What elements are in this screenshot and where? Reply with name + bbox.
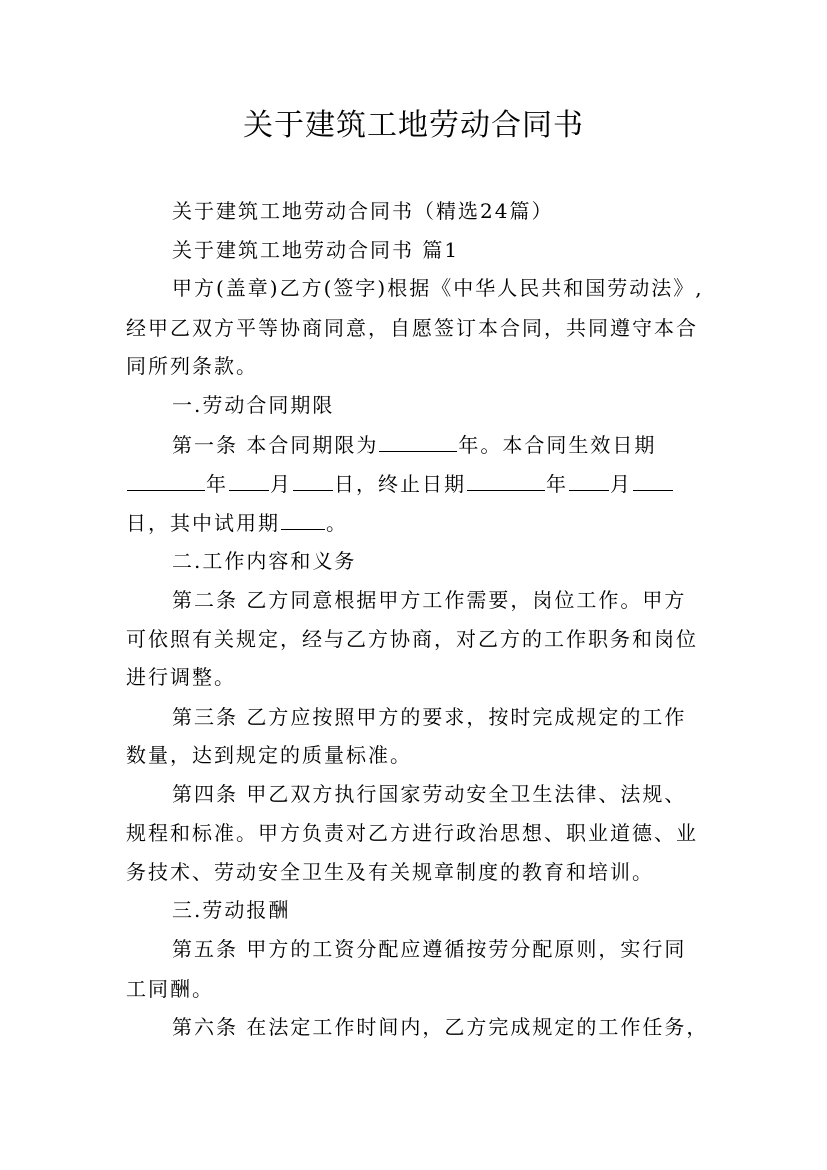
paragraph-line: 第六条 在法定工作时间内，乙方完成规定的工作任务， — [172, 1015, 709, 1039]
paragraph-line: 同所列条款。 — [126, 354, 258, 378]
section-heading: 一.劳动合同期限 — [172, 393, 335, 417]
paragraph-line: 规程和标准。甲方负责对乙方进行政治思想、职业道德、业 — [126, 821, 698, 845]
fill-blank — [569, 470, 609, 491]
text-segment: 年 — [206, 472, 228, 496]
fill-blank — [127, 470, 205, 491]
paragraph-line: 经甲乙双方平等协商同意，自愿签订本合同，共同遵守本合 — [126, 316, 698, 340]
text-segment: 年 — [546, 472, 568, 496]
paragraph-line: 数量，达到规定的质量标准。 — [126, 743, 412, 767]
text-segment: 日，终止日期 — [334, 472, 466, 496]
subtitle-line: 关于建筑工地劳动合同书（精选24篇） — [172, 199, 554, 223]
article-one-line2 — [126, 469, 674, 499]
article-one-line3 — [126, 508, 348, 538]
fill-blank — [281, 509, 325, 530]
fill-blank — [467, 470, 545, 491]
fill-blank — [633, 470, 673, 491]
paragraph-line: 第四条 甲乙双方执行国家劳动安全卫生法律、法规、 — [172, 782, 687, 806]
paragraph-line: 第三条 乙方应按照甲方的要求，按时完成规定的工作 — [172, 705, 687, 729]
document-title: 关于建筑工地劳动合同书 — [243, 108, 584, 143]
paragraph-line: 第二条 乙方同意根据甲方工作需要，岗位工作。甲方 — [172, 588, 687, 612]
text-segment: 日，其中试用期 — [126, 511, 280, 535]
section-heading: 三.劳动报酬 — [172, 898, 291, 922]
text-segment: 月 — [270, 472, 292, 496]
fill-blank — [229, 470, 269, 491]
paragraph-line: 务技术、劳动安全卫生及有关规章制度的教育和培训。 — [126, 860, 654, 884]
fill-blank — [293, 470, 333, 491]
paragraph-line: 甲方(盖章)乙方(签字)根据《中华人民共和国劳动法》, — [172, 276, 704, 300]
text-segment: 年。本合同生效日期 — [458, 433, 657, 457]
text-segment: 月 — [610, 472, 632, 496]
paragraph-line: 进行调整。 — [126, 665, 236, 689]
text-segment: 。 — [326, 511, 348, 535]
section-heading-part1: 关于建筑工地劳动合同书 篇1 — [172, 238, 460, 262]
paragraph-line: 工同酬。 — [126, 977, 214, 1001]
paragraph-line: 第五条 甲方的工资分配应遵循按劳分配原则，实行同 — [172, 937, 687, 961]
section-heading: 二.工作内容和义务 — [172, 549, 357, 573]
paragraph-line: 可依照有关规定，经与乙方协商，对乙方的工作职务和岗位 — [126, 627, 698, 651]
text-segment: 第一条 本合同期限为 — [172, 433, 379, 457]
fill-blank — [379, 431, 457, 452]
article-one-line1 — [172, 430, 656, 460]
